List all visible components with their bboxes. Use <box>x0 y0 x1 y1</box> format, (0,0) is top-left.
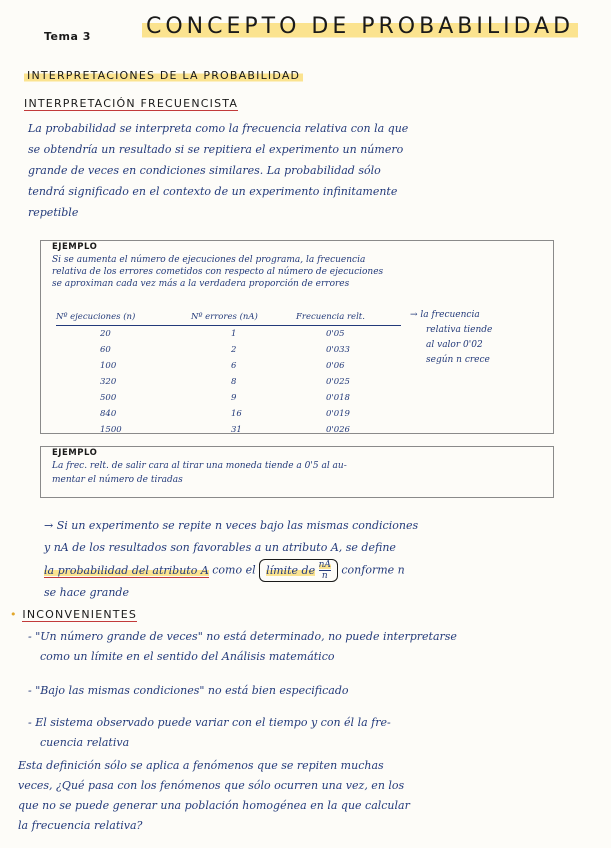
fraction-numerator: nA <box>318 560 331 570</box>
table-cell: 6 <box>231 361 237 371</box>
closing-line: Esta definición sólo se aplica a fenómenos que se repiten muchas <box>18 759 384 772</box>
para-line: se obtendría un resultado si se repitiera el experimento un número <box>28 143 404 156</box>
definition-line: → Si un experimento se repite n veces bajo las mismas condiciones <box>44 519 419 532</box>
table-cell: 0'026 <box>326 425 350 435</box>
table-cell: 500 <box>100 393 117 403</box>
table-cell: 1 <box>231 329 237 339</box>
definition-line: y nA de los resultados son favorables a un atributo A, se define <box>44 541 396 554</box>
table-cell: 840 <box>100 409 117 419</box>
table-cell: 100 <box>100 361 117 371</box>
table-header: Nº ejecuciones (n) <box>56 312 136 322</box>
example-line: mentar el número de tiradas <box>52 475 183 485</box>
table-cell: 20 <box>100 329 111 339</box>
page-title: CONCEPTO DE PROBABILIDAD <box>142 14 578 39</box>
definition-text: como el <box>208 563 260 577</box>
table-cell: 9 <box>231 393 237 403</box>
table-header-row <box>56 309 401 326</box>
table-cell: 2 <box>231 345 237 355</box>
table-row <box>56 390 401 406</box>
example-line: se aproximan cada vez más a la verdadera proporción de errores <box>52 279 350 289</box>
para-line: grande de veces en condiciones similares. La probabilidad sólo <box>28 164 381 177</box>
definition-text: conforme n <box>337 563 405 577</box>
definition-line <box>44 559 584 582</box>
example-text <box>52 254 547 290</box>
example-note <box>410 308 492 368</box>
tema-label: Tema 3 <box>44 30 91 43</box>
table-cell: 0'025 <box>326 377 350 387</box>
table-header: Nº errores (nA) <box>191 312 258 322</box>
table-row <box>56 342 401 358</box>
definition-line: se hace grande <box>44 586 129 599</box>
closing-line: que no se puede generar una población homogénea en la que calcular <box>18 799 410 812</box>
note-line: al valor 0'02 <box>426 340 483 350</box>
frequentist-paragraph <box>28 118 588 223</box>
list-item: - "Bajo las mismas condiciones" no está bien especificado <box>28 684 349 697</box>
table-cell: 16 <box>231 409 242 419</box>
para-line: tendrá significado en el contexto de un experimento infinitamente <box>28 185 398 198</box>
example-line: La frec. relt. de salir cara al tirar una moneda tiende a 0'5 al au- <box>52 461 347 471</box>
list-item: - El sistema observado puede variar con el tiempo y con él la fre- cuencia relativa <box>28 716 391 749</box>
limit-box <box>259 559 338 582</box>
definition-paragraph <box>44 515 584 604</box>
subsection-title: INTERPRETACIÓN FRECUENCISTA <box>24 97 239 110</box>
example-line: Si se aumenta el número de ejecuciones del programa, la frecuencia <box>52 255 366 265</box>
example-label: EJEMPLO <box>52 448 98 458</box>
table-header: Frecuencia relt. <box>296 312 365 322</box>
table-cell: 0'05 <box>326 329 345 339</box>
table-cell: 0'018 <box>326 393 350 403</box>
table-cell: 0'033 <box>326 345 350 355</box>
note-line: → la frecuencia <box>410 310 480 320</box>
table-row <box>56 358 401 374</box>
example-label: EJEMPLO <box>52 242 98 252</box>
table-cell: 8 <box>231 377 237 387</box>
inconvenientes-title: • INCONVENIENTES <box>10 608 138 621</box>
para-line: La probabilidad se interpreta como la frecuencia relativa con la que <box>28 122 409 135</box>
table-row <box>56 406 401 422</box>
closing-line: veces, ¿Qué pasa con los fenómenos que sólo ocurren una vez, en los <box>18 779 405 792</box>
closing-paragraph <box>18 756 593 836</box>
limit-text: límite de <box>266 563 316 577</box>
table-cell: 320 <box>100 377 117 387</box>
note-line: relativa tiende <box>426 325 493 335</box>
para-line: repetible <box>28 206 79 219</box>
table-cell: 0'06 <box>326 361 345 371</box>
table-cell: 1500 <box>100 425 122 435</box>
definition-term: la probabilidad del atributo A <box>44 563 209 577</box>
closing-line: la frecuencia relativa? <box>18 819 143 832</box>
fraction-denominator: n <box>321 571 328 581</box>
table-cell: 31 <box>231 425 242 435</box>
section-title: INTERPRETACIONES DE LA PROBABILIDAD <box>24 69 303 82</box>
example-line: relativa de los errores cometidos con respecto al número de ejecuciones <box>52 267 384 277</box>
inconvenientes-list <box>28 627 588 753</box>
table-cell: 60 <box>100 345 111 355</box>
table-row <box>56 422 401 438</box>
table-row <box>56 374 401 390</box>
fraction <box>319 560 331 581</box>
example-text <box>52 459 547 487</box>
note-line: según n crece <box>426 355 490 365</box>
table-cell: 0'019 <box>326 409 350 419</box>
errors-table <box>56 309 401 438</box>
table-row <box>56 326 401 343</box>
list-item: - "Un número grande de veces" no está determinado, no puede interpretarse como un límite en el sentido del Análisis matemático <box>28 630 457 663</box>
